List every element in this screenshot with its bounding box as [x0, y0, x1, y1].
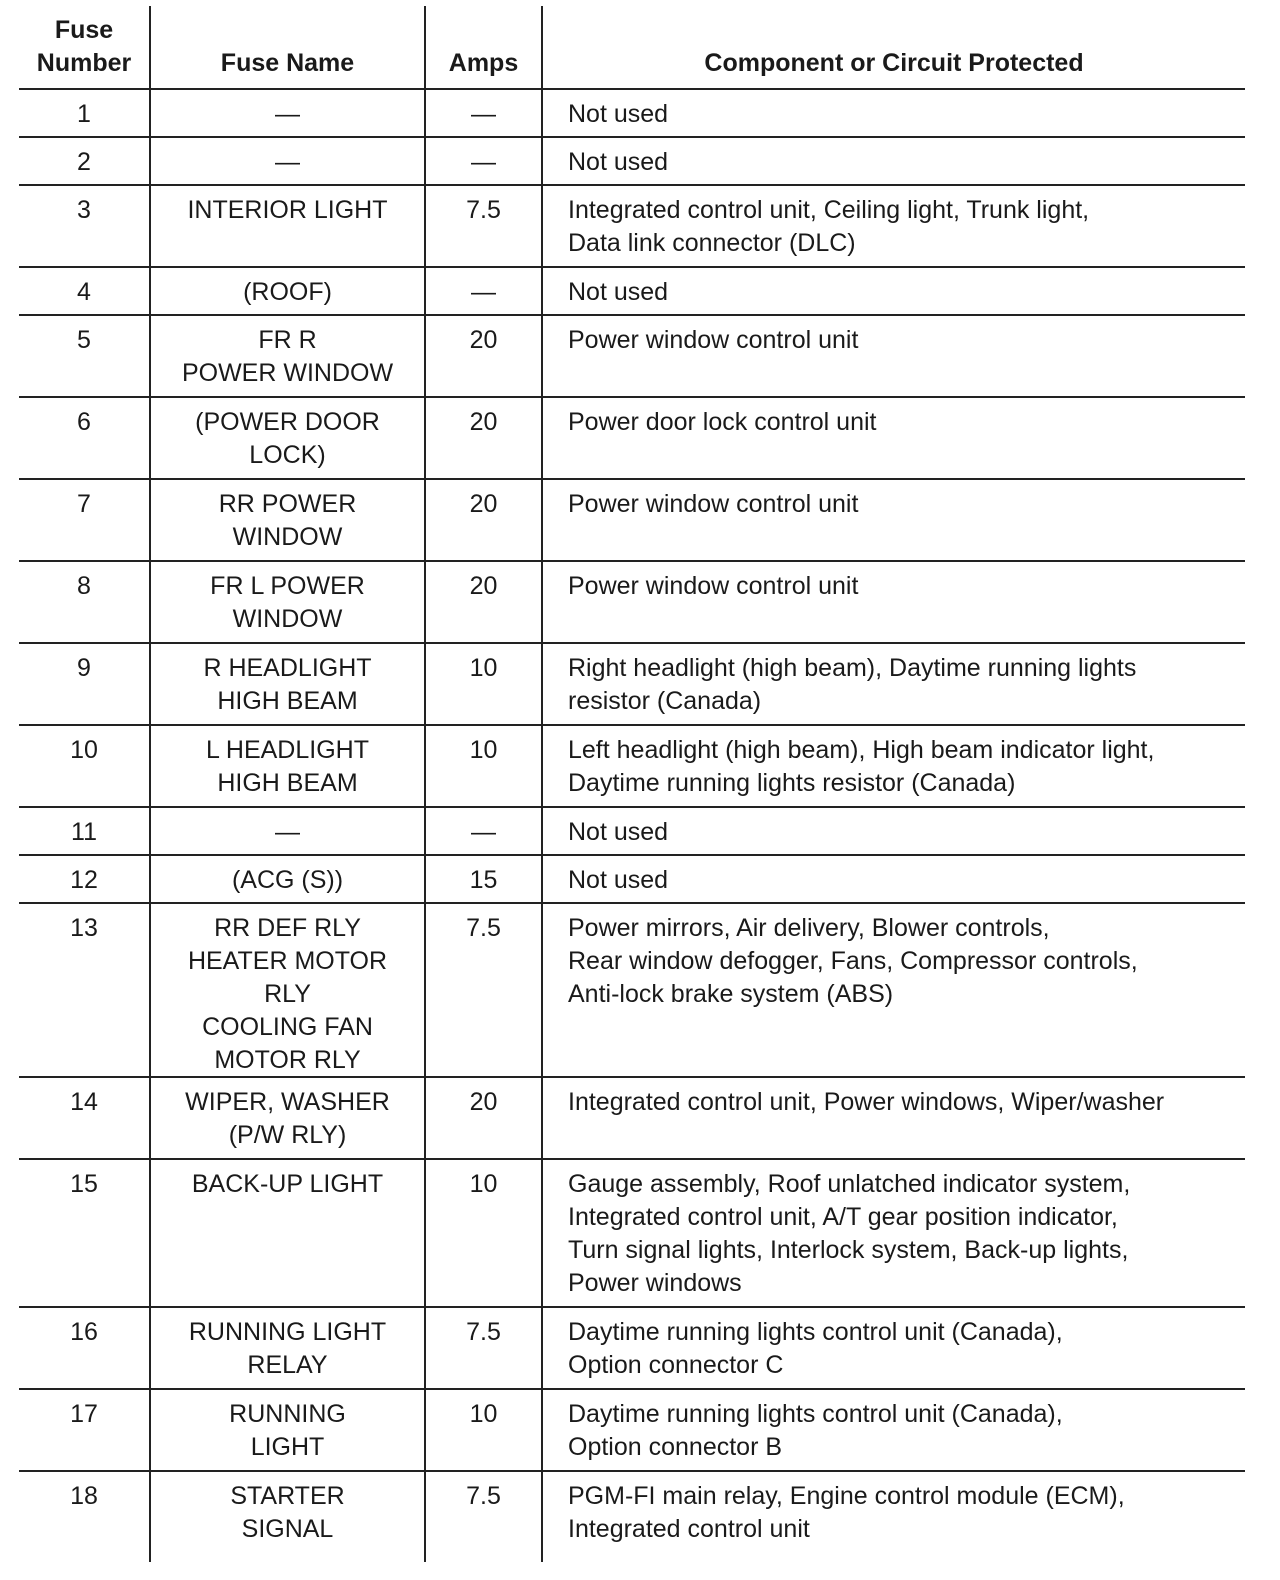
fuse-name-cell: L HEADLIGHT HIGH BEAM [149, 726, 424, 806]
fuse-name-cell: BACK-UP LIGHT [149, 1160, 424, 1306]
fuse-number-cell: 11 [71, 818, 97, 846]
fuse-name-cell: RUNNING LIGHT [149, 1390, 424, 1470]
amps-cell: 7.5 [424, 904, 541, 1077]
fuse-number-cell: 8 [77, 572, 91, 600]
table-row [19, 480, 1245, 562]
amps-cell: 10 [424, 1390, 541, 1470]
component-cell: Integrated control unit, Power windows, Wiper/washer [541, 1078, 1245, 1158]
component-cell: Left headlight (high beam), High beam indicator light, Daytime running lights resistor (Canada) [541, 726, 1245, 806]
fuse-number-cell: 1 [77, 100, 91, 128]
table-row [19, 316, 1245, 398]
fuse-name-cell: — [149, 808, 424, 854]
fuse-name-cell: STARTER SIGNAL [149, 1472, 424, 1562]
amps-cell: 10 [424, 1160, 541, 1306]
table-row [19, 1078, 1245, 1160]
fuse-number-cell: 16 [70, 1318, 98, 1346]
table-row [19, 856, 1245, 904]
fuse-number-cell: 15 [70, 1170, 98, 1198]
fuse-name-cell: — [149, 138, 424, 184]
amps-cell: 7.5 [424, 186, 541, 266]
component-cell: Power window control unit [541, 562, 1245, 642]
table-row [19, 186, 1245, 268]
fuse-name-cell: WIPER, WASHER (P/W RLY) [149, 1078, 424, 1158]
fuse-number-cell: 5 [77, 326, 91, 354]
table-body [19, 90, 1245, 1562]
table-row [19, 1160, 1245, 1308]
component-cell: Not used [541, 90, 1245, 136]
fuse-table [19, 6, 1245, 1562]
fuse-name-cell: RR POWER WINDOW [149, 480, 424, 560]
fuse-number-cell: 4 [77, 278, 91, 306]
component-cell: Not used [541, 808, 1245, 854]
fuse-name-cell: FR L POWER WINDOW [149, 562, 424, 642]
table-row [19, 808, 1245, 856]
amps-cell: 20 [424, 398, 541, 478]
amps-cell: 15 [424, 856, 541, 902]
table-row [19, 1308, 1245, 1390]
component-cell: Daytime running lights control unit (Canada), Option connector B [541, 1390, 1245, 1470]
component-cell: Power window control unit [541, 316, 1245, 396]
fuse-name-cell: RUNNING LIGHT RELAY [149, 1308, 424, 1388]
fuse-number-cell: 3 [77, 196, 91, 224]
component-cell: Integrated control unit, Ceiling light, Trunk light, Data link connector (DLC) [541, 186, 1245, 266]
component-cell: Power mirrors, Air delivery, Blower controls, Rear window defogger, Fans, Compressor controls, Anti-lock brake system (ABS) [541, 904, 1245, 1077]
amps-cell: 10 [424, 644, 541, 724]
fuse-name-cell: FR R POWER WINDOW [149, 316, 424, 396]
fuse-name-cell: (POWER DOOR LOCK) [149, 398, 424, 478]
fuse-name-cell: INTERIOR LIGHT [149, 186, 424, 266]
fuse-number-cell: 6 [77, 408, 91, 436]
amps-cell: 10 [424, 726, 541, 806]
fuse-number-cell: 9 [77, 654, 91, 682]
fuse-name-cell: — [149, 90, 424, 136]
fuse-number-cell: 7 [77, 490, 91, 518]
amps-cell: — [424, 138, 541, 184]
fuse-number-cell: 2 [77, 148, 91, 176]
header-amps: Amps [424, 6, 541, 88]
header-component: Component or Circuit Protected [541, 6, 1245, 88]
table-row [19, 726, 1245, 808]
table-row [19, 644, 1245, 726]
amps-cell: 20 [424, 1078, 541, 1158]
table-row [19, 268, 1245, 316]
amps-cell: 7.5 [424, 1308, 541, 1388]
component-cell: Not used [541, 856, 1245, 902]
amps-cell: — [424, 808, 541, 854]
table-row [19, 562, 1245, 644]
fuse-number-cell: 18 [70, 1482, 98, 1510]
table-row [19, 904, 1245, 1078]
table-row [19, 138, 1245, 186]
fuse-name-cell: (ROOF) [149, 268, 424, 314]
fuse-number-cell: 13 [70, 914, 98, 942]
component-cell: Gauge assembly, Roof unlatched indicator system, Integrated control unit, A/T gear position indicator, Turn signal lights, Interlock system, Back-up lights, Power windows [541, 1160, 1245, 1306]
fuse-name-cell: RR DEF RLY HEATER MOTOR RLY COOLING FAN MOTOR RLY [149, 904, 424, 1077]
component-cell: PGM-FI main relay, Engine control module (ECM), Integrated control unit [541, 1472, 1245, 1562]
amps-cell: 20 [424, 316, 541, 396]
table-header [19, 6, 1245, 90]
amps-cell: 20 [424, 562, 541, 642]
fuse-number-cell: 12 [70, 866, 98, 894]
amps-cell: — [424, 90, 541, 136]
amps-cell: 7.5 [424, 1472, 541, 1562]
fuse-number-cell: 14 [70, 1088, 98, 1116]
fuse-number-cell: 17 [70, 1400, 98, 1428]
table-row [19, 1472, 1245, 1562]
header-fuse-number: Fuse Number [36, 16, 132, 77]
table-row [19, 1390, 1245, 1472]
component-cell: Not used [541, 268, 1245, 314]
fuse-number-cell: 10 [70, 736, 98, 764]
amps-cell: 20 [424, 480, 541, 560]
component-cell: Daytime running lights control unit (Canada), Option connector C [541, 1308, 1245, 1388]
header-fuse-name: Fuse Name [149, 6, 424, 88]
component-cell: Power door lock control unit [541, 398, 1245, 478]
component-cell: Power window control unit [541, 480, 1245, 560]
table-row [19, 90, 1245, 138]
amps-cell: — [424, 268, 541, 314]
fuse-name-cell: R HEADLIGHT HIGH BEAM [149, 644, 424, 724]
fuse-name-cell: (ACG (S)) [149, 856, 424, 902]
table-row [19, 398, 1245, 480]
component-cell: Right headlight (high beam), Daytime running lights resistor (Canada) [541, 644, 1245, 724]
component-cell: Not used [541, 138, 1245, 184]
